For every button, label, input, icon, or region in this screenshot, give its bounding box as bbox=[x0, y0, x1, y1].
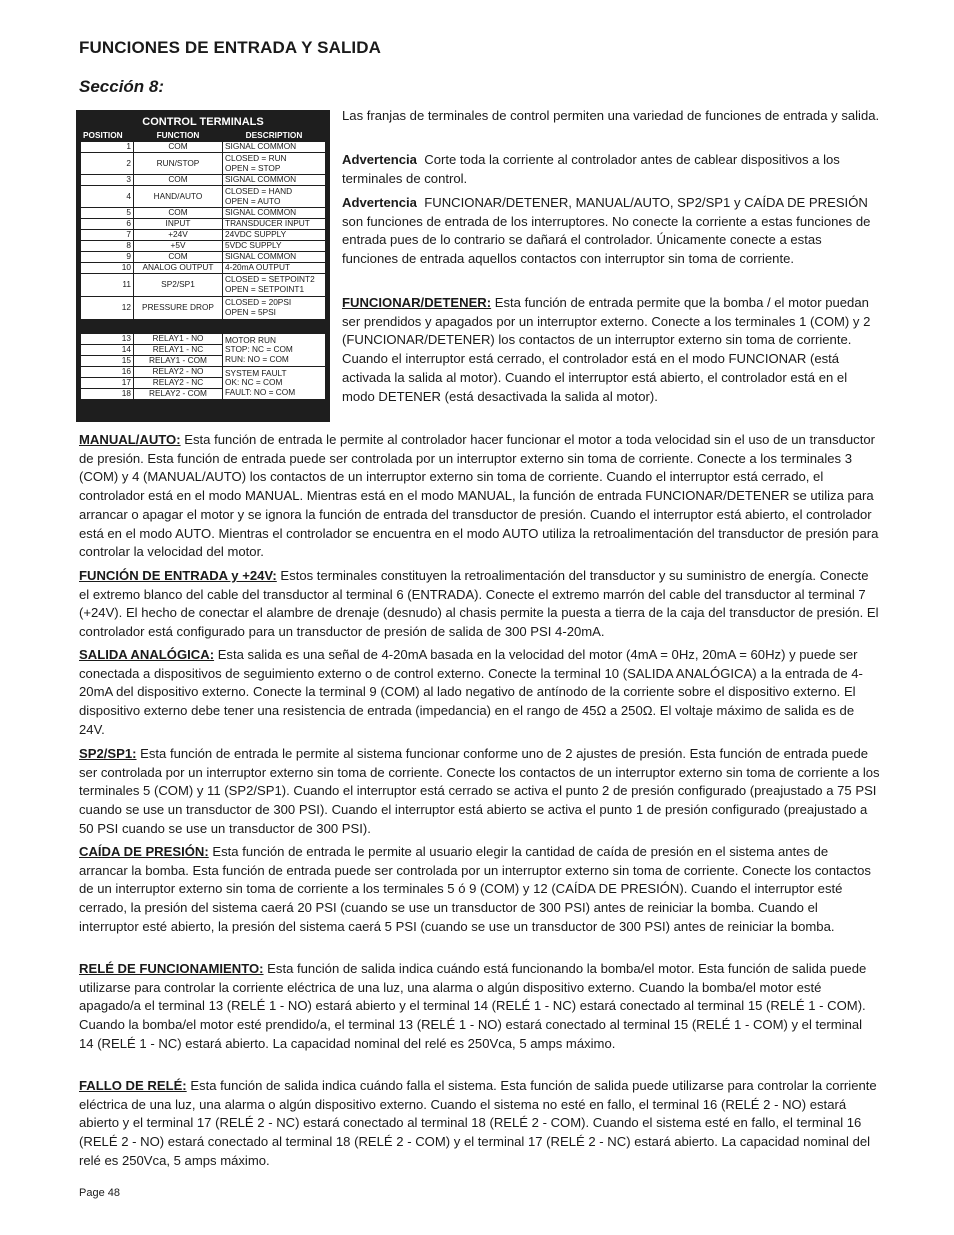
position-cell: 9 bbox=[81, 252, 134, 263]
warning-2 bbox=[342, 194, 880, 269]
function-cell: RELAY1 - NO bbox=[134, 334, 223, 345]
paragraph-text: Esta función de entrada le permite al controlador hacer funcionar el motor a toda velocidad sin el uso de un transductor de presión. Esta función de entrada puede ser controlada por un interruptor externo sin toma de corriente. Conecte a los terminales 3 (COM) y 4 (MANUAL/AUTO) los contactos de un interruptor externo sin toma de corriente. Cuando el interruptor está cerrado, el controlador está en el modo MANUAL. Mientras está en el modo MANUAL, la función de entrada FUNCIONAR/DETENER se utiliza para arrancar o apagar el motor y se ignora la función de entrada del transductor de presión. Cuando el interruptor está abierto, el controlador está en el modo AUTO. Mientras el controlador se encuentra en el modo AUTO utiliza la retroalimentación del transductor de presión para controlar la velocidad del motor. bbox=[79, 432, 879, 560]
position-cell: 1 bbox=[81, 142, 134, 153]
function-cell: HAND/AUTO bbox=[134, 186, 223, 208]
description-line: MOTOR RUN bbox=[225, 334, 277, 345]
function-cell: ANALOG OUTPUT bbox=[134, 263, 223, 274]
control-terminals-table bbox=[76, 110, 330, 422]
table-row bbox=[81, 219, 326, 230]
description-cell bbox=[223, 297, 326, 320]
function-cell: COM bbox=[134, 252, 223, 263]
position-cell: 7 bbox=[81, 230, 134, 241]
description-cell bbox=[223, 186, 326, 208]
intro-paragraph: Las franjas de terminales de control permiten una variedad de funciones de entrada y salida. bbox=[342, 108, 880, 123]
paragraph-manual-auto bbox=[79, 431, 880, 562]
table-row bbox=[81, 297, 326, 320]
position-cell: 13 bbox=[81, 334, 134, 345]
description-line: SIGNAL COMMON bbox=[225, 141, 297, 152]
description-line: OPEN = SETPOINT1 bbox=[225, 284, 305, 294]
description-cell bbox=[223, 153, 326, 175]
description-cell bbox=[223, 241, 326, 252]
paragraph-label: MANUAL/AUTO: bbox=[79, 432, 181, 447]
warning-1 bbox=[342, 151, 880, 188]
description-line: OPEN = STOP bbox=[225, 162, 281, 173]
position-cell: 10 bbox=[81, 263, 134, 274]
function-cell: COM bbox=[134, 142, 223, 153]
table-row bbox=[81, 241, 326, 252]
table-row bbox=[81, 252, 326, 263]
description-cell bbox=[223, 219, 326, 230]
relay1-description bbox=[223, 334, 326, 367]
table-row bbox=[81, 208, 326, 219]
paragraph-pressure-drop bbox=[79, 843, 880, 937]
paragraph-text: Esta salida es una señal de 4-20mA basada en la velocidad del motor (4mA = 0Hz, 20mA = 60Hz) y puede ser conectada a dispositivos de seguimiento externo o de control externo. Conecte la terminal 10 (SALIDA ANALÓGICA) a la entrada de 4-20mA del dispositivo externo. Conecte la terminal 9 (COM) al lado negativo de antínodo de la corriente sobre el dispositivo externo. El dispositivo externo debe tener una resistencia de entrada (impedancia) en el rango de 45Ω a 250Ω. El voltaje máximo de salida es de 24V. bbox=[79, 647, 863, 737]
position-cell: 15 bbox=[81, 356, 134, 367]
run-stop-paragraph bbox=[342, 294, 880, 406]
description-line: SIGNAL COMMON bbox=[225, 207, 297, 218]
position-cell: 4 bbox=[81, 186, 134, 208]
position-cell: 6 bbox=[81, 219, 134, 230]
description-line: SIGNAL COMMON bbox=[225, 174, 297, 185]
paragraph-run-relay bbox=[79, 960, 880, 1054]
description-line: CLOSED = 20PSI bbox=[225, 297, 292, 308]
warning-2-label: Advertencia bbox=[342, 195, 417, 210]
description-line: CLOSED = RUN bbox=[225, 152, 287, 163]
paragraph-text: Esta función de salida indica cuándo falla el sistema. Esta función de salida puede utilizarse para controlar la corriente eléctrica de una luz, una alarma o algún dispositivo externo. Cuando el sistema no esté en fallo, el terminal 16 (RELÉ 2 - NO) estará abierto y el terminal 17 (RELÉ 2 - NC) estará conectado al terminal 18 (RELÉ 2 - COM). Cuando el sistema esté en fallo, el terminal 16 (RELÉ 2 - NO) estará conectado al terminal 18 (RELÉ 2 - COM) y el terminal 17 (RELÉ 2 - NC) estará abierto. La capacidad nominal del relé es 250Vca, 5 amps máximo. bbox=[79, 1078, 877, 1168]
position-cell: 14 bbox=[81, 345, 134, 356]
description-cell bbox=[223, 274, 326, 297]
paragraph-fault-relay bbox=[79, 1077, 880, 1171]
terminals-grid bbox=[80, 130, 326, 320]
paragraph-label: SP2/SP1: bbox=[79, 746, 137, 761]
position-cell: 12 bbox=[81, 297, 134, 320]
description-line: FAULT: NO = COM bbox=[225, 386, 296, 397]
table-row bbox=[81, 230, 326, 241]
position-cell: 2 bbox=[81, 153, 134, 175]
function-cell: SP2/SP1 bbox=[134, 274, 223, 297]
description-cell bbox=[223, 230, 326, 241]
relay-row bbox=[81, 367, 326, 378]
paragraph-label: RELÉ DE FUNCIONAMIENTO: bbox=[79, 961, 264, 976]
position-cell: 5 bbox=[81, 208, 134, 219]
warning-1-text: Corte toda la corriente al controlador antes de cablear dispositivos a los terminales de control. bbox=[342, 152, 840, 186]
header-function: FUNCTION bbox=[134, 131, 223, 142]
header-position: POSITION bbox=[81, 131, 134, 142]
table-header-row bbox=[81, 131, 326, 142]
description-cell bbox=[223, 175, 326, 186]
paragraph-text: Estos terminales constituyen la retroalimentación del transductor y su suministro de energía. Conecte el extremo blanco del cable del transductor al terminal 6 (ENTRADA). Conecte el extremo marrón del cable del transductor al terminal 7 (+24V). El hecho de conectar el alambre de drenaje (desnudo) al chasis permite la puesta a tierra de la caja del transductor de presión. El controlador está configurado para un transductor de presión de salida de 300 PSI 4-20mA. bbox=[79, 568, 879, 640]
description-line: OPEN = AUTO bbox=[225, 195, 281, 206]
paragraph-text: Esta función de entrada le permite al usuario elegir la cantidad de caída de presión en el sistema antes de arrancar la bomba. Esta función de entrada puede ser controlada por un interruptor externo sin toma de corriente. Conecte los contactos de un interruptor externo sin toma de corriente a los terminales 5 ó 9 (COM) y 12 (CAÍDA DE PRESIÓN). Cuando el interruptor esté cerrado, la presión del sistema caerá 20 PSI (cuando se use un transductor de 300 PSI) antes de reiniciar la bomba. Cuando el interruptor esté abierto, la presión del sistema caerá 5 PSI (cuando se use un transductor de 300 PSI) antes de reiniciar la bomba. bbox=[79, 844, 871, 934]
run-stop-text: Esta función de entrada permite que la bomba / el motor puedan ser prendidos y apagados por un interruptor externo. Conecte a los terminales 1 (COM) y 2 (FUNCIONAR/DETENER) los contactos de un interruptor externo sin toma de corriente. Cuando el interruptor está cerrado, el controlador está en el modo FUNCIONAR (está activada la salida al motor). Cuando el interruptor está abierto, el controlador está en el modo DETENER (está desactivada la salida al motor). bbox=[342, 295, 871, 404]
description-line: CLOSED = SETPOINT2 bbox=[225, 274, 315, 285]
description-cell bbox=[223, 208, 326, 219]
paragraph-label: CAÍDA DE PRESIÓN: bbox=[79, 844, 209, 859]
paragraph-input-24v bbox=[79, 567, 880, 642]
relay2-description bbox=[223, 367, 326, 400]
function-cell: RELAY2 - NC bbox=[134, 378, 223, 389]
paragraph-label: FUNCIÓN DE ENTRADA y +24V: bbox=[79, 568, 277, 583]
position-cell: 17 bbox=[81, 378, 134, 389]
description-line: 4-20mA OUTPUT bbox=[225, 262, 291, 273]
table-row bbox=[81, 263, 326, 274]
description-line: STOP: NC = COM bbox=[225, 344, 293, 355]
header-description: DESCRIPTION bbox=[223, 131, 326, 142]
function-cell: INPUT bbox=[134, 219, 223, 230]
description-line: SYSTEM FAULT bbox=[225, 367, 287, 378]
function-cell: RELAY2 - COM bbox=[134, 389, 223, 400]
description-line: 5VDC SUPPLY bbox=[225, 240, 282, 251]
table-row bbox=[81, 274, 326, 297]
function-cell: RELAY1 - COM bbox=[134, 356, 223, 367]
relay-row bbox=[81, 334, 326, 345]
section-title: Sección 8: bbox=[79, 77, 165, 96]
table-row bbox=[81, 186, 326, 208]
description-line: CLOSED = HAND bbox=[225, 185, 293, 196]
table-divider bbox=[80, 320, 326, 333]
paragraph-analog-output bbox=[79, 646, 880, 740]
function-cell: COM bbox=[134, 208, 223, 219]
paragraph-label: FALLO DE RELÉ: bbox=[79, 1078, 187, 1093]
description-line: RUN: NO = COM bbox=[225, 353, 289, 364]
run-stop-label: FUNCIONAR/DETENER: bbox=[342, 295, 492, 310]
table-row bbox=[81, 142, 326, 153]
description-cell bbox=[223, 263, 326, 274]
warning-2-text: FUNCIONAR/DETENER, MANUAL/AUTO, SP2/SP1 y CAÍDA DE PRESIÓN son funciones de entrada de los interruptores. No conecte la corriente a estas funciones de entrada pues de lo contrario se dañará el controlador. Únicamente conecte a estas funciones de entrada aquellos contactos con interruptor sin toma de corriente. bbox=[342, 195, 871, 267]
description-line: OPEN = 5PSI bbox=[225, 307, 276, 317]
position-cell: 8 bbox=[81, 241, 134, 252]
description-line: OK: NC = COM bbox=[225, 377, 283, 388]
position-cell: 16 bbox=[81, 367, 134, 378]
position-cell: 3 bbox=[81, 175, 134, 186]
description-cell bbox=[223, 252, 326, 263]
table-row bbox=[81, 175, 326, 186]
warning-1-label: Advertencia bbox=[342, 152, 417, 167]
position-cell: 18 bbox=[81, 389, 134, 400]
relay-grid bbox=[80, 333, 326, 400]
description-line: TRANSDUCER INPUT bbox=[225, 218, 310, 229]
description-cell bbox=[223, 142, 326, 153]
function-cell: RELAY2 - NO bbox=[134, 367, 223, 378]
paragraph-text: Esta función de salida indica cuándo está funcionando la bomba/el motor. Esta función de salida puede utilizarse para controlar la corriente eléctrica de una luz, una alarma o algún dispositivo externo. Cuando la bomba/el motor esté apagado/a el terminal 13 (RELÉ 1 - NO) estará abierto y el terminal 14 (RELÉ 1 - NC) estará conectado al terminal 15 (RELÉ 1 - COM). Cuando la bomba/el motor esté prendido/a, el terminal 13 (RELÉ 1 - NO) estará conectado al terminal 15 (RELÉ 1 - COM) y el terminal 14 (RELÉ 1 - NC) estará abierto. La capacidad nominal del relé es 250Vca, 5 amps máximo. bbox=[79, 961, 867, 1051]
page-heading: FUNCIONES DE ENTRADA Y SALIDA bbox=[79, 38, 382, 57]
function-cell: PRESSURE DROP bbox=[134, 297, 223, 320]
paragraph-sp2-sp1 bbox=[79, 745, 880, 839]
page-number: Page 48 bbox=[79, 1187, 120, 1199]
description-line: 24VDC SUPPLY bbox=[225, 229, 287, 240]
function-cell: RELAY1 - NC bbox=[134, 345, 223, 356]
description-line: SIGNAL COMMON bbox=[225, 251, 297, 262]
function-cell: COM bbox=[134, 175, 223, 186]
table-row bbox=[81, 153, 326, 175]
paragraph-text: Esta función de entrada le permite al sistema funcionar conforme uno de 2 ajustes de presión. Esta función de entrada puede ser controlada por un interruptor externo sin toma de corriente. Conecte los contactos de un interruptor externo sin toma de corriente a los terminales 5 (COM) y 11 (SP2/SP1). Cuando el interruptor está cerrado se activa el punto 2 de presión configurado (preajustado a 75 PSI cuando se use un transductor de 300 PSI). Cuando el interruptor está abierto se activa el punto 1 de presión configurado (preajustado a 50 PSI cuando se use un transductor de 300 PSI). bbox=[79, 746, 880, 836]
paragraph-label: SALIDA ANALÓGICA: bbox=[79, 647, 215, 662]
function-cell: +24V bbox=[134, 230, 223, 241]
function-cell: +5V bbox=[134, 241, 223, 252]
function-cell: RUN/STOP bbox=[134, 153, 223, 175]
position-cell: 11 bbox=[81, 274, 134, 297]
control-terminals-title: CONTROL TERMINALS bbox=[142, 116, 264, 128]
